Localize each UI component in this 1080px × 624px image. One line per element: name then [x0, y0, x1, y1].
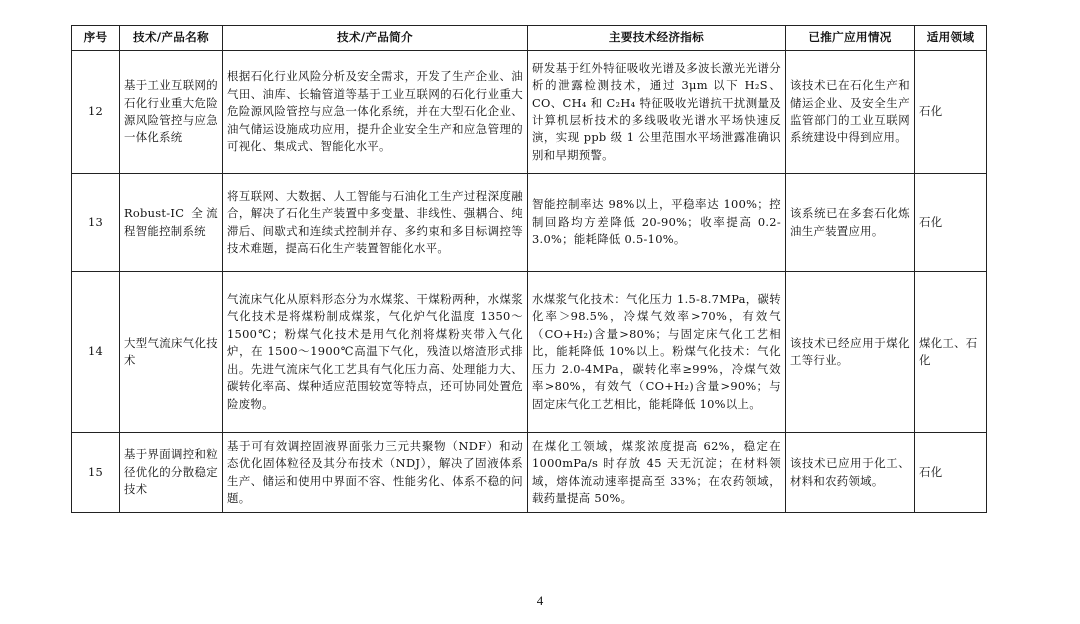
row-indicators: 在煤化工领域，煤浆浓度提高 62%，稳定在 1000mPa/s 时存放 45 天无沉淀；在材料领域，熔体流动速率提高至 33%；在农药领域，载药量提高 50%。: [528, 433, 786, 513]
row-intro: 根据石化行业风险分析及安全需求，开发了生产企业、油气田、油库、长输管道等基于工业互联网的石化行业重大危险源风险管控与应急一体化系统，并在大型石化企业、油气储运设施成功应用，提升企业安全生产和应急管理的可视化、集成式、智能化水平。: [223, 51, 528, 174]
row-name: 基于工业互联网的石化行业重大危险源风险管控与应急一体化系统: [120, 51, 223, 174]
technology-table: [71, 25, 987, 513]
table-header-row: [72, 26, 987, 51]
header-application: 已推广应用情况: [786, 26, 915, 51]
header-field: 适用领域: [915, 26, 987, 51]
row-indicators: 研发基于红外特征吸收光谱及多波长激光光谱分析的泄露检测技术，通过 3μm 以下 H₂S、CO、CH₄ 和 C₂H₄ 特征吸收光谱抗干扰测量及计算机层析技术的多线吸收光谱水平场快速反演，实现 ppb 级 1 公里范围水平场泄露准确识别和早期预警。: [528, 51, 786, 174]
row-field: 煤化工、石化: [915, 272, 987, 433]
row-indicators: 水煤浆气化技术：气化压力 1.5-8.7MPa，碳转化率＞98.5%，冷煤气效率>70%，有效气（CO+H₂)含量>80%；与固定床气化工艺相比，能耗降低 10%以上。粉煤气化技术：气化压力 2.0-4MPa，碳转化率≥99%，冷煤气效率>80%，有效气（CO+H₂)含量>90%；与固定床气化工艺相比，能耗降低 10%以上。: [528, 272, 786, 433]
row-name: Robust-IC 全流程智能控制系统: [120, 174, 223, 272]
page-number: 4: [536, 593, 544, 608]
row-field: 石化: [915, 51, 987, 174]
row-indicators: 智能控制率达 98%以上，平稳率达 100%；控制回路均方差降低 20-90%；收率提高 0.2-3.0%；能耗降低 0.5-10%。: [528, 174, 786, 272]
row-application: 该系统已在多套石化炼油生产装置应用。: [786, 174, 915, 272]
table-row: [72, 272, 987, 433]
row-no: 14: [72, 272, 120, 433]
table-row: [72, 174, 987, 272]
table-row: [72, 433, 987, 513]
row-application: 该技术已经应用于煤化工等行业。: [786, 272, 915, 433]
row-application: 该技术已在石化生产和储运企业、及安全生产监管部门的工业互联网系统建设中得到应用。: [786, 51, 915, 174]
table-row: [72, 51, 987, 174]
header-indicators: 主要技术经济指标: [528, 26, 786, 51]
header-intro: 技术/产品简介: [223, 26, 528, 51]
row-no: 13: [72, 174, 120, 272]
row-name: 大型气流床气化技术: [120, 272, 223, 433]
header-name: 技术/产品名称: [120, 26, 223, 51]
row-field: 石化: [915, 174, 987, 272]
row-no: 15: [72, 433, 120, 513]
header-no: 序号: [72, 26, 120, 51]
row-field: 石化: [915, 433, 987, 513]
row-no: 12: [72, 51, 120, 174]
row-name: 基于界面调控和粒径优化的分散稳定技术: [120, 433, 223, 513]
row-application: 该技术已应用于化工、材料和农药领域。: [786, 433, 915, 513]
row-intro: 基于可有效调控固液界面张力三元共聚物（NDF）和动态优化固体粒径及其分布技术（NDJ），解决了固液体系生产、储运和使用中界面不容、性能劣化、体系不稳的问题。: [223, 433, 528, 513]
row-intro: 将互联网、大数据、人工智能与石油化工生产过程深度融合，解决了石化生产装置中多变量、非线性、强耦合、纯滞后、间歇式和连续式控制并存、多约束和多目标调控等技术难题，提高石化生产装置智能化水平。: [223, 174, 528, 272]
row-intro: 气流床气化从原料形态分为水煤浆、干煤粉两种，水煤浆气化技术是将煤粉制成煤浆，气化炉气化温度 1350～1500℃；粉煤气化技术是用气化剂将煤粉夹带入气化炉，在 1500～1900℃高温下气化，残渣以熔渣形式排出。先进气流床气化工艺具有气化压力高、处理能力大、碳转化率高、煤种适应范围较宽等特点，还可协同处置危险废物。: [223, 272, 528, 433]
